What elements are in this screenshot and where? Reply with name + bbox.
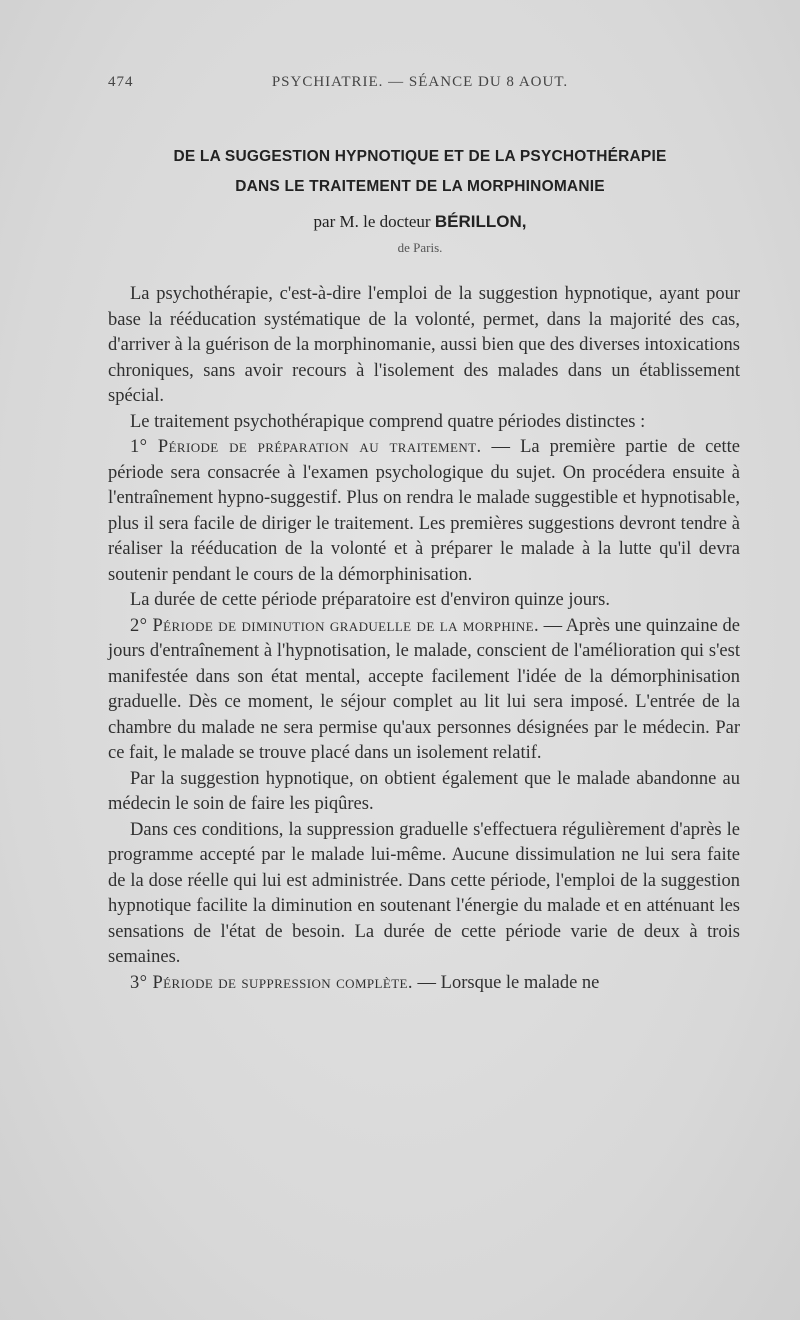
author-prefix: par M. le docteur <box>313 212 435 231</box>
running-header <box>0 74 800 98</box>
period-2-text: — Après une quinzaine de jours d'entraînement à l'hypnotisation, le malade, conscient de l'amélioration qui s'est manifestée dans son état mental, accepte facilement l'idée de la démorphinisation graduelle. Dès ce moment, le séjour complet au lit lui sera imposé. L'entrée de la chambre du malade ne sera permise qu'aux personnes désignées par le médecin. Par ce fait, le malade se trouve placé dans un isolement relatif. <box>108 615 740 763</box>
author-line <box>110 212 730 232</box>
article-title-line-1: DE LA SUGGESTION HYPNOTIQUE ET DE LA PSYCHOTHÉRAPIE <box>173 148 667 165</box>
article-body <box>108 282 740 996</box>
paragraph-period-3 <box>108 971 740 997</box>
paragraph-intro: La psychothérapie, c'est-à-dire l'emploi de la suggestion hypnotique, ayant pour base la rééducation systématique de la volonté, permet, dans la majorité des cas, d'arriver à la guérison de la morphinomanie, aussi bien que des diverses intoxications chroniques, sans avoir recours à l'isolement des malades dans un établissement spécial. <box>108 284 740 406</box>
author-name: BÉRILLON, <box>434 212 527 231</box>
article-title-line-2: DANS LE TRAITEMENT DE LA MORPHINOMANIE <box>235 178 605 195</box>
period-3-heading: 3° Période de suppression complète. <box>130 972 413 993</box>
paragraph-duration: La durée de cette période préparatoire est d'environ quinze jours. <box>130 590 611 610</box>
period-1-text: — La première partie de cette période sera consacrée à l'examen psychologique du sujet. On procédera ensuite à l'entraînement hypno-suggestif. Plus on rendra le malade suggestible et hypnotisable, plus il sera facile de diriger le traitement. Les premières suggestions devront tendre à réaliser la rééducation de la volonté et à préparer le malade à la lutte qu'il devra soutenir pendant le cours de la démorphinisation. <box>108 437 741 585</box>
page-number: 474 <box>108 74 134 90</box>
paragraph-piqures: Par la suggestion hypnotique, on obtient également que le malade abandonne au médecin le soin de faire les piqûres. <box>108 768 740 814</box>
author-affiliation: de Paris. <box>397 240 443 255</box>
paragraph-period-1 <box>108 435 740 588</box>
article-title <box>110 142 730 202</box>
period-2-heading: 2° Période de diminution graduelle de la morphine. <box>130 615 540 636</box>
paragraph-conditions: Dans ces conditions, la suppression graduelle s'effectuera régulièrement d'après le programme accepté par le malade lui-même. Aucune dissimulation ne lui sera faite de la dose réelle qui lui est administrée. Dans cette période, l'emploi de la suggestion hypnotique facilite la diminution en soutenant l'énergie du malade et en atténuant les sensations de l'état de besoin. La durée de cette période varie de deux à trois semaines. <box>108 819 740 967</box>
paragraph-periods: Le traitement psychothérapique comprend quatre périodes distinctes : <box>130 411 646 432</box>
running-title: PSYCHIATRIE. — SÉANCE DU 8 AOUT. <box>271 74 569 90</box>
period-3-text: — Lorsque le malade ne <box>412 972 600 993</box>
paragraph-period-2 <box>108 614 740 767</box>
period-1-heading: 1° Période de préparation au traitement. <box>130 437 482 457</box>
